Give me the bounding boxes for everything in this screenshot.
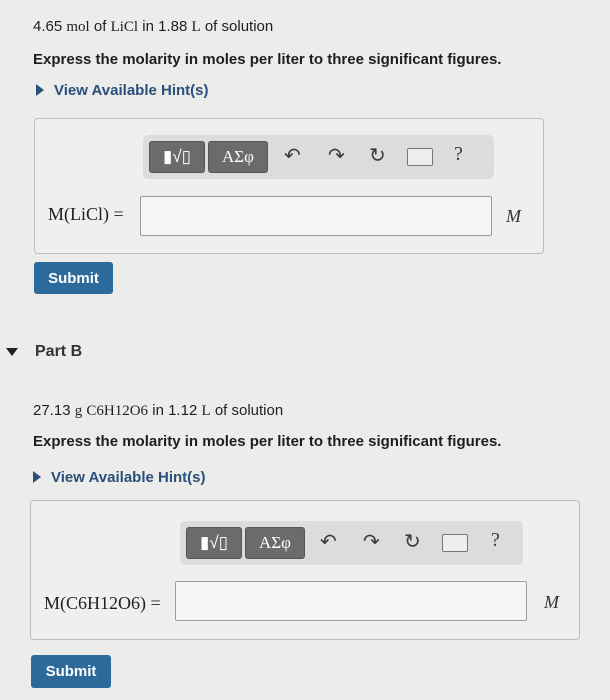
- undo-icon[interactable]: ↶: [320, 531, 337, 553]
- part-a-answer-input[interactable]: [140, 196, 492, 236]
- part-a-toolbar: [143, 135, 494, 179]
- part-b-submit-button[interactable]: Submit: [31, 655, 111, 688]
- part-a-unit: M: [506, 206, 521, 226]
- part-a-problem: 4.65 mol of LiCl in 1.88 L of solution: [33, 18, 274, 35]
- templates-button[interactable]: ▮√▯: [149, 141, 205, 173]
- reset-icon[interactable]: ↻: [369, 145, 386, 167]
- collapse-caret-icon[interactable]: [6, 348, 18, 356]
- redo-icon[interactable]: ↷: [363, 531, 380, 553]
- undo-icon[interactable]: ↶: [284, 145, 301, 167]
- part-b-answer-label: M(C6H12O6) =: [44, 593, 161, 613]
- greek-symbols-button[interactable]: ΑΣφ: [245, 527, 305, 559]
- part-b-answer-input[interactable]: [175, 581, 527, 621]
- redo-icon[interactable]: ↷: [328, 145, 345, 167]
- templates-button[interactable]: ▮√▯: [186, 527, 242, 559]
- reset-icon[interactable]: ↻: [404, 531, 421, 553]
- help-icon[interactable]: ?: [491, 529, 500, 551]
- help-icon[interactable]: ?: [454, 143, 463, 165]
- triangle-right-icon: [36, 84, 44, 96]
- part-b-title: Part B: [35, 343, 83, 360]
- keyboard-icon[interactable]: [407, 148, 433, 166]
- greek-symbols-button[interactable]: ΑΣφ: [208, 141, 268, 173]
- part-a-instruction: Express the molarity in moles per liter to three significant figures.: [33, 51, 502, 68]
- keyboard-icon[interactable]: [442, 534, 468, 552]
- part-b-hint-toggle[interactable]: View Available Hint(s): [33, 469, 206, 486]
- triangle-right-icon: [33, 471, 41, 483]
- part-a-submit-button[interactable]: Submit: [34, 262, 113, 294]
- part-b-instruction: Express the molarity in moles per liter to three significant figures.: [33, 433, 502, 450]
- part-a-answer-label: M(LiCl) =: [48, 204, 124, 224]
- part-b-unit: M: [544, 592, 559, 612]
- part-a-hint-toggle[interactable]: View Available Hint(s): [36, 82, 209, 99]
- part-b-problem: 27.13 g C6H12O6 in 1.12 L of solution: [33, 402, 284, 419]
- part-b-toolbar: [180, 521, 523, 565]
